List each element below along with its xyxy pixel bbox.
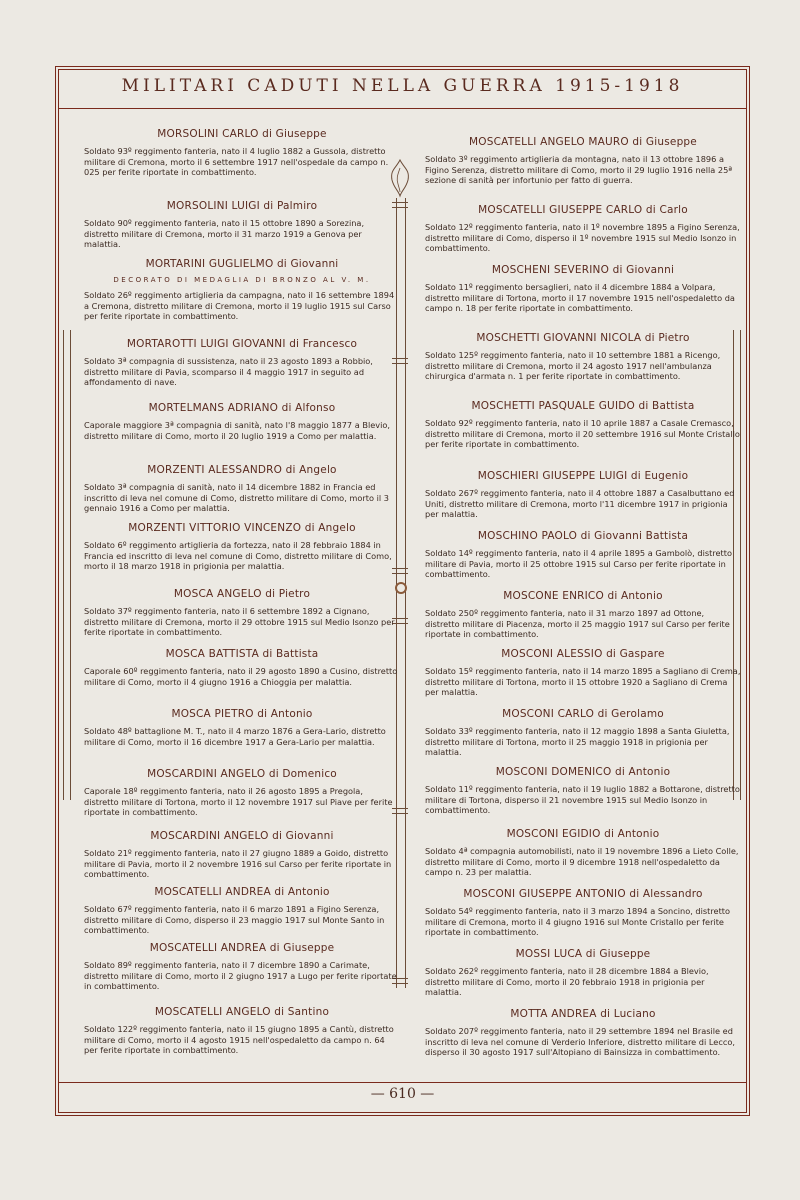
entry-name: MORSOLINI LUIGI di Palmiro: [166, 200, 318, 212]
entry-text: Soldato 3ª compagnia di sussistenza, nato il 23 agosto 1893 a Robbio, distretto militare di Pavia, scomparso il 4 maggio 1917 in seguito ad affondamento di nave.: [84, 356, 373, 387]
entry-text: Soldato 4ª compagnia automobilisti, nato il 19 novembre 1896 a Lieto Colle, distretto militare di Como, morto il 9 dicembre 1918 nell'ospedaletto da campo n. 23 per malattia.: [425, 846, 739, 877]
entry-name: MORZENTI VITTORIO VINCENZO di Angelo: [128, 522, 356, 534]
list-item: [425, 766, 741, 816]
entry-name: MORTELMANS ADRIANO di Alfonso: [148, 402, 336, 414]
list-item: [84, 708, 400, 747]
entry-name: MORTARINI GUGLIELMO di Giovanni: [145, 258, 339, 270]
entry-text: Soldato 67º reggimento fanteria, nato il 6 marzo 1891 a Figino Serenza, distretto militare di Como, disperso il 23 maggio 1917 sul Monte Santo in combattimento.: [84, 904, 385, 935]
list-item: [84, 338, 400, 388]
decoration-note: DECORATO DI MEDAGLIA DI BRONZO AL V. M.: [113, 276, 371, 284]
entry-text: Soldato 11º reggimento bersaglieri, nato il 4 dicembre 1884 a Volpara, distretto militare di Tortona, morto il 17 novembre 1915 nell'ospedaletto da campo n. 18 per ferite riportate in combattimento.: [425, 282, 735, 313]
entry-name: MOSCATELLI ANGELO di Santino: [154, 1006, 330, 1018]
list-item: [425, 948, 741, 998]
entry-text: Soldato 267º reggimento fanteria, nato il 4 ottobre 1887 a Casalbuttano ed Uniti, distretto militare di Cremona, morto l'11 dicembre 1917 in prigionia per malattia.: [425, 488, 735, 519]
entry-text: Soldato 3º reggimento artiglieria da montagna, nato il 13 ottobre 1896 a Figino Serenza, distretto militare di Como, morto il 29 luglio 1916 nella 25ª sezione di sanità per infortunio per fatto di guerra.: [425, 154, 733, 185]
list-item: [84, 522, 400, 572]
entry-name: MOSCHIERI GIUSEPPE LUIGI di Eugenio: [477, 470, 689, 482]
list-item: [425, 828, 741, 878]
entry-text: Caporale 60º reggimento fanteria, nato il 29 agosto 1890 a Cusino, distretto militare di Como, morto il 4 giugno 1916 a Chioggia per malattia.: [84, 666, 398, 687]
list-item: [425, 708, 741, 758]
entry-name: MOSCONI CARLO di Gerolamo: [502, 708, 664, 720]
entry-text: Soldato 89º reggimento fanteria, nato il 7 dicembre 1890 a Carimate, distretto militare di Como, morto il 2 giugno 1917 a Lugo per ferite riportate in combattimento.: [84, 960, 397, 991]
entry-name: MOTTA ANDREA di Luciano: [510, 1008, 656, 1020]
list-item: [84, 648, 400, 687]
list-item: [425, 530, 741, 580]
entry-text: Soldato 125º reggimento fanteria, nato il 10 settembre 1881 a Ricengo, distretto militare di Cremona, morto il 24 agosto 1917 nell'ambulanza chirurgica d'armata n. 1 per ferite riportate in combattimento.: [425, 350, 721, 381]
list-item: [425, 264, 741, 314]
list-item: [84, 1006, 400, 1056]
entry-text: Soldato 93º reggimento fanteria, nato il 4 luglio 1882 a Gussola, distretto militare di Cremona, morto il 6 settembre 1917 nell'ospedale da campo n. 025 per ferite riportate in combattimento.: [84, 146, 389, 177]
entry-name: MOSCATELLI ANDREA di Antonio: [154, 886, 330, 898]
entry-text: Soldato 250º reggimento fanteria, nato il 31 marzo 1897 ad Ottone, distretto militare di Piacenza, morto il 25 maggio 1917 sul Carso per ferite riportate in combattimento.: [425, 608, 730, 639]
list-item: [425, 332, 741, 382]
entry-name: MOSCATELLI ANGELO MAURO di Giuseppe: [469, 136, 697, 148]
entry-name: MOSCHETTI GIOVANNI NICOLA di Pietro: [476, 332, 690, 344]
entry-name: MOSCONI DOMENICO di Antonio: [495, 766, 671, 778]
entry-text: Soldato 15º reggimento fanteria, nato il 14 marzo 1895 a Sagliano di Crema, distretto militare di Tortona, morto il 15 ottobre 1920 a Sagliano di Crema per malattia.: [425, 666, 741, 697]
entry-text: Soldato 12º reggimento fanteria, nato il 1º novembre 1895 a Figino Serenza, distretto militare di Como, disperso il 1º novembre 1915 sul Medio Isonzo in combattimento.: [425, 222, 740, 253]
entry-name: MOSCA PIETRO di Antonio: [171, 708, 313, 720]
entry-text: Soldato 54º reggimento fanteria, nato il 3 marzo 1894 a Soncino, distretto militare di Cremona, morto il 4 giugno 1916 sul Monte Cristallo per ferite riportate in combattimento.: [425, 906, 731, 937]
list-item: [84, 830, 400, 880]
list-item: [84, 200, 400, 250]
entry-name: MOSCARDINI ANGELO di Giovanni: [150, 830, 334, 842]
entry-name: MOSCATELLI GIUSEPPE CARLO di Carlo: [478, 204, 688, 216]
entry-name: MORZENTI ALESSANDRO di Angelo: [147, 464, 337, 476]
page-title: MILITARI CADUTI NELLA GUERRA 1915-1918: [121, 76, 684, 96]
list-item: [84, 588, 400, 638]
entry-text: Soldato 3ª compagnia di sanità, nato il 14 dicembre 1882 in Francia ed inscritto di leva nel comune di Como, distretto militare di Como, morto il 3 gennaio 1916 a Como per malattia.: [84, 482, 389, 513]
entry-name: MOSCONI EGIDIO di Antonio: [506, 828, 660, 840]
entry-text: Soldato 122º reggimento fanteria, nato il 15 giugno 1895 a Cantù, distretto militare di Como, morto il 4 agosto 1915 nell'ospedaletto da campo n. 64 per ferite riportate in combattimento.: [84, 1024, 394, 1055]
entry-name: MOSCA BATTISTA di Battista: [165, 648, 319, 660]
entry-text: Soldato 207º reggimento fanteria, nato il 29 settembre 1894 nel Brasile ed inscritto di leva nel comune di Verderio Inferiore, distretto militare di Lecco, disperso il 30 agosto 1917 sull'Altopiano di Bainsizza in combattimento.: [425, 1026, 735, 1057]
entry-text: Soldato 14º reggimento fanteria, nato il 4 aprile 1895 a Gambolò, distretto militare di Pavia, morto il 25 ottobre 1915 sul Carso per ferite riportate in combattimento.: [425, 548, 732, 579]
list-item: [425, 1008, 741, 1058]
page-number: — 610 —: [370, 1086, 435, 1102]
entry-name: MOSCATELLI ANDREA di Giuseppe: [149, 942, 335, 954]
list-item: [84, 886, 400, 936]
list-item: [84, 128, 400, 178]
left-rod-ornament: [60, 330, 72, 800]
entry-name: MOSCHENI SEVERINO di Giovanni: [491, 264, 675, 276]
header-rule: [58, 108, 747, 109]
entry-name: MOSSI LUCA di Giuseppe: [515, 948, 651, 960]
list-item: [425, 470, 741, 520]
entry-text: Soldato 92º reggimento fanteria, nato il 10 aprile 1887 a Casale Cremasco, distretto militare di Cremona, morto il 20 settembre 1916 sul Monte Cristallo per ferite riportate in combattimento.: [425, 418, 740, 449]
entry-text: Soldato 11º reggimento fanteria, nato il 19 luglio 1882 a Bottarone, distretto militare di Tortona, disperso il 21 novembre 1915 sul Medio Isonzo in combattimento.: [425, 784, 740, 815]
entry-name: MORSOLINI CARLO di Giuseppe: [157, 128, 327, 140]
entry-text: Caporale 18º reggimento fanteria, nato il 26 agosto 1895 a Pregola, distretto militare di Tortona, morto il 12 novembre 1917 sul Piave per ferite riportate in combattimento.: [84, 786, 393, 817]
list-item: [84, 258, 400, 322]
entry-text: Soldato 21º reggimento fanteria, nato il 27 giugno 1889 a Goido, distretto militare di Pavia, morto il 2 novembre 1916 sul Carso per ferite riportate in combattimento.: [84, 848, 392, 879]
entry-text: Caporale maggiore 3ª compagnia di sanità, nato l'8 maggio 1877 a Blevio, distretto militare di Como, morto il 20 luglio 1919 a Como per malattia.: [84, 420, 390, 441]
entry-name: MOSCONI ALESSIO di Gaspare: [501, 648, 665, 660]
entry-name: MOSCONI GIUSEPPE ANTONIO di Alessandro: [463, 888, 703, 900]
list-item: [425, 648, 741, 698]
entry-name: MOSCA ANGELO di Pietro: [173, 588, 311, 600]
list-item: [425, 136, 741, 186]
entry-text: Soldato 33º reggimento fanteria, nato il 12 maggio 1898 a Santa Giuletta, distretto militare di Tortona, morto il 25 maggio 1918 in prigionia per malattia.: [425, 726, 730, 757]
list-item: [425, 888, 741, 938]
list-item: [425, 400, 741, 450]
entry-name: MOSCARDINI ANGELO di Domenico: [147, 768, 337, 780]
entry-name: MORTAROTTI LUIGI GIOVANNI di Francesco: [126, 338, 358, 350]
list-item: [84, 464, 400, 514]
footer-rule: [58, 1082, 747, 1083]
rod-shaft: [63, 330, 71, 800]
list-item: [84, 768, 400, 818]
entry-name: MOSCHETTI PASQUALE GUIDO di Battista: [471, 400, 695, 412]
entry-text: Soldato 37º reggimento fanteria, nato il 6 settembre 1892 a Cignano, distretto militare di Cremona, morto il 29 ottobre 1915 sul Medio Isonzo per ferite riportate in combattimento.: [84, 606, 395, 637]
entry-name: MOSCHINO PAOLO di Giovanni Battista: [477, 530, 689, 542]
list-item: [84, 402, 400, 441]
entry-text: Soldato 90º reggimento fanteria, nato il 15 ottobre 1890 a Sorezina, distretto militare di Cremona, morto il 31 marzo 1919 a Genova per malattia.: [84, 218, 365, 249]
entry-text: Soldato 26º reggimento artiglieria da campagna, nato il 16 settembre 1894 a Cremona, distretto militare di Cremona, morto il 19 luglio 1915 sul Carso per ferite riportate in combattimento.: [84, 290, 395, 321]
list-item: [84, 942, 400, 992]
entry-text: Soldato 262º reggimento fanteria, nato il 28 dicembre 1884 a Blevio, distretto militare di Como, morto il 20 febbraio 1918 in prigionia per malattia.: [425, 966, 709, 997]
list-item: [425, 590, 741, 640]
list-item: [425, 204, 741, 254]
entry-text: Soldato 48º battaglione M. T., nato il 4 marzo 1876 a Gera-Lario, distretto militare di Como, morto il 16 dicembre 1917 a Gera-Lario per malattia.: [84, 726, 386, 747]
entry-text: Soldato 6º reggimento artiglieria da fortezza, nato il 28 febbraio 1884 in Francia ed inscritto di leva nel comune di Como, distretto militare di Como, morto il 18 marzo 1918 in prigionia per malattia.: [84, 540, 392, 571]
entry-name: MOSCONE ENRICO di Antonio: [503, 590, 663, 602]
